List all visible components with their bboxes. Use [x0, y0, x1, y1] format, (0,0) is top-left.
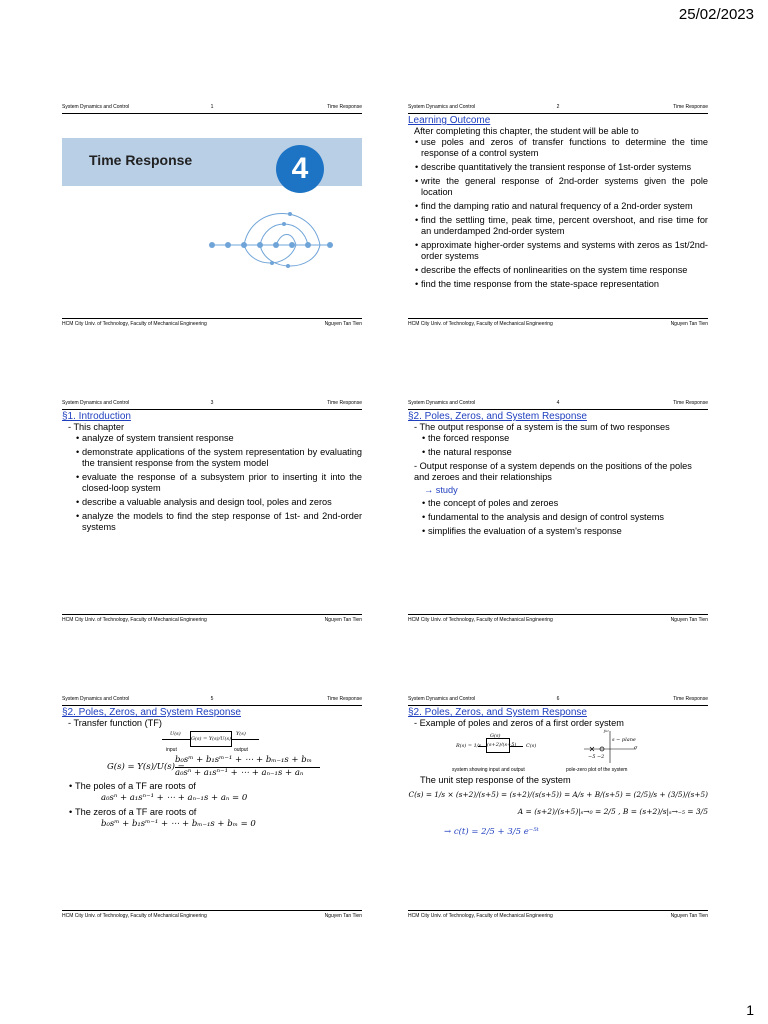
slide-body [408, 411, 708, 612]
signal-flow-graph-icon [202, 203, 337, 273]
list-item: • the concept of poles and zeroes [428, 498, 708, 509]
intro-text: After completing this chapter, the student will be able to [414, 126, 639, 136]
list-item: • find the settling time, peak time, percent overshoot, and rise time for an underdamped 2nd-order system [421, 215, 708, 237]
list-item: • the natural response [428, 447, 708, 458]
list-item: • analyze of system transient response [82, 433, 362, 444]
list-item: • The zeros of a TF are roots of b₀sᵐ + b₁sᵐ⁻¹ + ⋯ + bₘ₋₁s + bₘ = 0 [75, 807, 362, 830]
slide-title: §2. Poles, Zeros, and System Response [408, 411, 587, 422]
list-item: • analyze the models to find the step response of 1st- and 2nd-order systems [82, 511, 362, 533]
list-item: • approximate higher-order systems and systems with zeros as 1st/2nd-order systems [421, 240, 708, 262]
list-item: • write the general response of 2nd-order systems given the pole location [421, 176, 708, 198]
slide-title: §1. Introduction [62, 411, 131, 422]
time-response-equation: → c(t) = 2/5 + 3/5 e⁻⁵ᵗ [444, 827, 539, 837]
slide-body [408, 115, 708, 316]
slide-body [62, 707, 362, 908]
list-item: • The poles of a TF are roots of a₀sⁿ + a₁sⁿ⁻¹ + ⋯ + aₙ₋₁s + aₙ = 0 [75, 781, 362, 804]
list-item: • evaluate the response of a subsystem prior to inserting it into the closed-loop system [82, 472, 362, 494]
slide-3 [62, 399, 362, 624]
ab-equation: A = (s+2)/(s+5)|ₛ→₀ = 2/5 , B = (s+2)/s|ₛ→₋₅ = 3/5 [517, 807, 708, 816]
slide-2 [408, 103, 708, 328]
slide-4 [408, 399, 708, 624]
list-item: • use poles and zeros of transfer functions to determine the time response of a control system [421, 137, 708, 159]
slide-6 [408, 695, 708, 920]
response-list [408, 433, 708, 458]
list-item: • simplifies the evaluation of a system's response [428, 526, 708, 537]
slide-header: System Dynamics and Control 6 Time Response [408, 695, 708, 706]
outcome-list [408, 137, 708, 290]
lead-text: - This chapter [68, 422, 124, 432]
lead-text: - Example of poles and zeros of a first order system [414, 718, 624, 728]
tf-list [62, 781, 362, 830]
list-item: • find the time response from the state-space representation [421, 279, 708, 290]
poles-equation: a₀sⁿ + a₁sⁿ⁻¹ + ⋯ + aₙ₋₁s + aₙ = 0 [101, 793, 248, 803]
slide-footer: HCM City Univ. of Technology, Faculty of Mechanical Engineering Nguyen Tan Tien [408, 318, 708, 328]
page-number: 1 [746, 1002, 754, 1018]
slide-header: System Dynamics and Control 2 Time Response [408, 103, 708, 114]
slide-title: Learning Outcome [408, 115, 491, 126]
slide-header: System Dynamics and Control 3 Time Response [62, 399, 362, 410]
chapter-number-badge: 4 [276, 145, 324, 193]
study-list [408, 498, 708, 537]
slide-title: §2. Poles, Zeros, and System Response [408, 707, 587, 718]
slide-header: System Dynamics and Control 4 Time Response [408, 399, 708, 410]
slide-footer: HCM City Univ. of Technology, Faculty of Mechanical Engineering Nguyen Tan Tien [62, 318, 362, 328]
list-item: • find the damping ratio and natural frequency of a 2nd-order system [421, 201, 708, 212]
tf-box: G(s) = Y(s)/U(s) [190, 731, 232, 747]
slide-header: System Dynamics and Control 5 Time Response [62, 695, 362, 706]
slide-body [62, 411, 362, 612]
lead-text: - Output response of a system depends on the positions of the poles and zeroes and their relationships [414, 461, 692, 482]
intro-list [62, 433, 362, 533]
slide-footer: HCM City Univ. of Technology, Faculty of Mechanical Engineering Nguyen Tan Tien [62, 910, 362, 920]
lead-text: - Transfer function (TF) [68, 718, 162, 728]
list-item: • describe quantitatively the transient response of 1st-order systems [421, 162, 708, 173]
slide-5 [62, 695, 362, 920]
list-item: • fundamental to the analysis and design of control systems [428, 512, 708, 523]
c-equation: C(s) = 1/s × (s+2)/(s+5) = (s+2)/(s(s+5)) = A/s + B/(s+5) = (2/5)/s + (3/5)/(s+5) [408, 790, 708, 799]
step-label: The unit step response of the system [420, 775, 571, 785]
slide-header: System Dynamics and Control 1 Time Response [62, 103, 362, 114]
list-item: • demonstrate applications of the system representation by evaluating the transient response from the system model [82, 447, 362, 469]
lead-text: - The output response of a system is the sum of two responses [414, 422, 670, 432]
zeros-equation: b₀sᵐ + b₁sᵐ⁻¹ + ⋯ + bₘ₋₁s + bₘ = 0 [101, 819, 256, 829]
g-box: (s+2)/(s+5) [486, 738, 510, 753]
tf-block-diagram: U(s) input G(s) = Y(s)/U(s) Y(s) output [162, 729, 362, 755]
page-date: 25/02/2023 [678, 6, 754, 23]
study-text: → study [424, 485, 458, 495]
example-figures: R(s) = 1/s G(s) (s+2)/(s+5) C(s) system showing input and output jω s − plane σ −5 −2 pole-zero plot of the system [452, 728, 638, 773]
list-item: • describe a valuable analysis and design tool, poles and zeros [82, 497, 362, 508]
slide-title: §2. Poles, Zeros, and System Response [62, 707, 241, 718]
list-item: • the forced response [428, 433, 708, 444]
slide-footer: HCM City Univ. of Technology, Faculty of Mechanical Engineering Nguyen Tan Tien [408, 910, 708, 920]
slide-1 [62, 103, 362, 328]
slide-body [408, 707, 708, 908]
chapter-title: Time Response [89, 152, 193, 168]
list-item: • describe the effects of nonlinearities on the system time response [421, 265, 708, 276]
slide-footer: HCM City Univ. of Technology, Faculty of Mechanical Engineering Nguyen Tan Tien [62, 614, 362, 624]
tf-equation: G(s) = Y(s)/U(s) = b₀sᵐ + b₁sᵐ⁻¹ + ⋯ + bₘ₋₁s + bₘ a₀sⁿ + a₁sⁿ⁻¹ + ⋯ + aₙ₋₁s + aₙ [107, 755, 362, 781]
slide-footer: HCM City Univ. of Technology, Faculty of Mechanical Engineering Nguyen Tan Tien [408, 614, 708, 624]
